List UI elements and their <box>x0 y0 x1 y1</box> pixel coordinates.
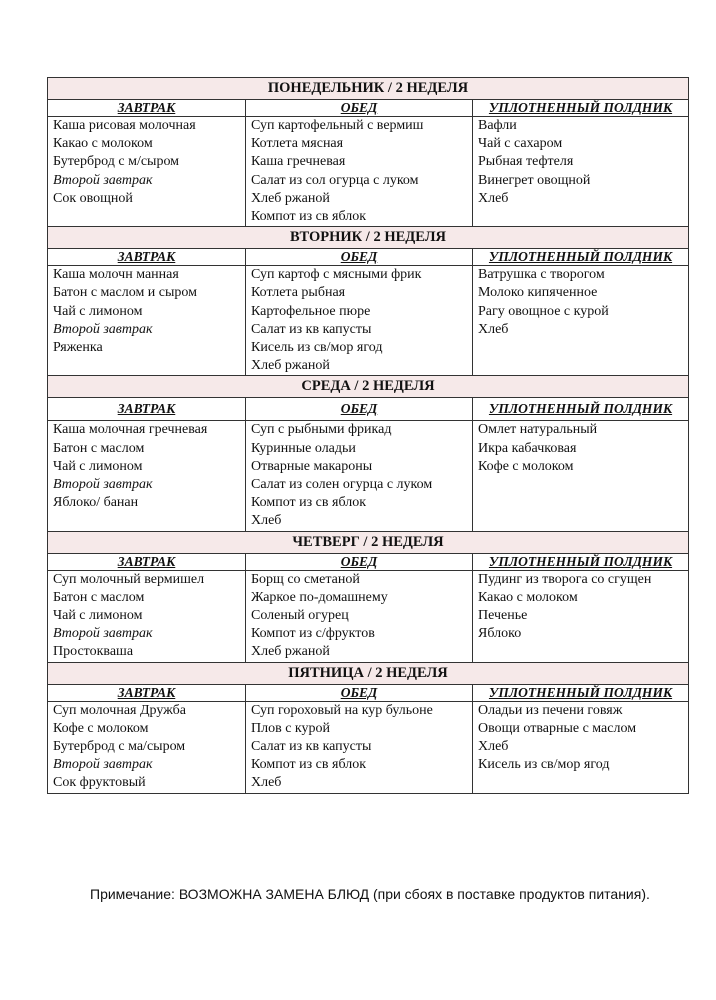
menu-item: Каша гречневая <box>251 154 346 170</box>
menu-item: Бутерброд с ма/сыром <box>53 739 186 755</box>
column-header-breakfast: ЗАВТРАК <box>48 553 246 570</box>
menu-item: Второй завтрак <box>53 321 153 337</box>
column-header-row <box>48 100 689 117</box>
menu-item: Оладьи из печени говяж <box>478 702 623 718</box>
day-title-row <box>48 227 689 249</box>
day-title: ЧЕТВЕРГ / 2 НЕДЕЛЯ <box>48 531 689 553</box>
menu-item: Котлета рыбная <box>251 285 346 301</box>
menu-item: Батон с маслом <box>53 589 145 605</box>
column-header-snack: УПЛОТНЕННЫЙ ПОЛДНИК <box>473 398 689 421</box>
menu-item: Чай с лимоном <box>53 608 143 624</box>
menu-item: Салат из сол огурца с луком <box>251 172 419 188</box>
menu-item: Хлеб <box>251 513 282 529</box>
menu-item: Салат из солен огурца с луком <box>251 477 433 493</box>
note-text <box>47 884 688 904</box>
day-title: ВТОРНИК / 2 НЕДЕЛЯ <box>48 227 689 249</box>
menu-item: Хлеб ржаной <box>251 358 330 374</box>
menu-item: Чай с лимоном <box>53 458 143 474</box>
column-header-lunch: ОБЕД <box>246 249 473 266</box>
meal-items-row <box>48 117 689 227</box>
menu-item: Суп с рыбными фрикад <box>251 422 392 438</box>
breakfast-column <box>48 266 246 376</box>
menu-item: Хлеб ржаной <box>251 644 330 660</box>
column-header-lunch: ОБЕД <box>246 553 473 570</box>
menu-item: Бутерброд с м/сыром <box>53 154 180 170</box>
column-header-breakfast: ЗАВТРАК <box>48 684 246 701</box>
meal-items-row <box>48 266 689 376</box>
menu-item: Жаркое по-домашнему <box>251 589 388 605</box>
column-header-lunch: ОБЕД <box>246 684 473 701</box>
meal-items-row <box>48 701 689 793</box>
menu-item: Компот из св яблок <box>251 495 367 511</box>
menu-item: Второй завтрак <box>53 626 153 642</box>
day-title-row <box>48 376 689 398</box>
day-title: ПЯТНИЦА / 2 НЕДЕЛЯ <box>48 662 689 684</box>
day-title-row <box>48 78 689 100</box>
column-header-breakfast: ЗАВТРАК <box>48 398 246 421</box>
column-header-snack: УПЛОТНЕННЫЙ ПОЛДНИК <box>473 249 689 266</box>
menu-item: Кофе с молоком <box>53 720 149 736</box>
breakfast-column <box>48 421 246 531</box>
menu-item: Омлет натуральный <box>478 422 598 438</box>
menu-item: Батон с маслом и сыром <box>53 285 198 301</box>
lunch-column <box>246 421 473 531</box>
menu-item: Кисель из св/мор ягод <box>251 340 383 356</box>
menu-item: Салат из кв капусты <box>251 321 372 337</box>
snack-column <box>473 701 689 793</box>
menu-item: Хлеб <box>251 775 282 791</box>
menu-item: Рагу овощное с курой <box>478 303 609 319</box>
menu-item: Суп молочный вермишел <box>53 571 205 587</box>
column-header-snack: УПЛОТНЕННЫЙ ПОЛДНИК <box>473 100 689 117</box>
column-header-row <box>48 553 689 570</box>
menu-item: Яблоко <box>478 626 522 642</box>
menu-item: Батон с маслом <box>53 440 145 456</box>
menu-item: Плов с курой <box>251 720 331 736</box>
menu-item: Компот из с/фруктов <box>251 626 375 642</box>
menu-item: Компот из св яблок <box>251 209 367 225</box>
day-title-row <box>48 662 689 684</box>
column-header-lunch: ОБЕД <box>246 398 473 421</box>
column-header-snack: УПЛОТНЕННЫЙ ПОЛДНИК <box>473 684 689 701</box>
menu-item: Ватрушка с творогом <box>478 267 605 283</box>
menu-item: Борщ со сметаной <box>251 571 360 587</box>
menu-item: Суп гороховый на кур бульоне <box>251 702 433 718</box>
column-header-breakfast: ЗАВТРАК <box>48 100 246 117</box>
menu-page <box>47 77 688 794</box>
menu-item: Печенье <box>478 608 528 624</box>
menu-item: Второй завтрак <box>53 477 153 493</box>
column-header-breakfast: ЗАВТРАК <box>48 249 246 266</box>
menu-item: Суп молочная Дружба <box>53 702 186 718</box>
column-header-row <box>48 249 689 266</box>
menu-item: Чай с сахаром <box>478 136 563 152</box>
snack-column <box>473 117 689 227</box>
day-title-row <box>48 531 689 553</box>
menu-item: Кофе с молоком <box>478 458 574 474</box>
column-header-snack: УПЛОТНЕННЫЙ ПОЛДНИК <box>473 553 689 570</box>
menu-item: Компот из св яблок <box>251 757 367 773</box>
day-title: ПОНЕДЕЛЬНИК / 2 НЕДЕЛЯ <box>48 78 689 100</box>
menu-table <box>47 77 689 794</box>
column-header-row <box>48 684 689 701</box>
menu-item: Картофельное пюре <box>251 303 371 319</box>
menu-item: Хлеб <box>478 739 509 755</box>
menu-item: Второй завтрак <box>53 172 153 188</box>
menu-item: Какао с молоком <box>53 136 153 152</box>
menu-item: Простокваша <box>53 644 134 660</box>
lunch-column <box>246 570 473 662</box>
menu-item: Суп картофельный с вермиш <box>251 118 424 133</box>
menu-item: Соленый огурец <box>251 608 349 624</box>
menu-item: Кисель из св/мор ягод <box>478 757 610 773</box>
note-label: Примечание: ВОЗМОЖНА ЗАМЕНА БЛЮД (при сбоях в поставке продуктов питания). <box>90 886 650 902</box>
menu-item: Икра кабачковая <box>478 440 577 456</box>
breakfast-column <box>48 117 246 227</box>
menu-item: Ряженка <box>53 340 103 356</box>
menu-item: Хлеб ржаной <box>251 190 330 206</box>
lunch-column <box>246 701 473 793</box>
column-header-row <box>48 398 689 421</box>
menu-item: Суп картоф с мясными фрик <box>251 267 422 283</box>
menu-item: Сок овощной <box>53 190 133 206</box>
menu-item: Молоко кипяченное <box>478 285 598 301</box>
breakfast-column <box>48 701 246 793</box>
menu-item: Куринные оладьи <box>251 440 356 456</box>
menu-item: Отварные макароны <box>251 458 373 474</box>
menu-item: Овощи отварные с маслом <box>478 720 637 736</box>
breakfast-column <box>48 570 246 662</box>
snack-column <box>473 266 689 376</box>
menu-item: Каша молочная гречневая <box>53 422 208 438</box>
meal-items-row <box>48 421 689 531</box>
menu-item: Второй завтрак <box>53 757 153 773</box>
meal-items-row <box>48 570 689 662</box>
column-header-lunch: ОБЕД <box>246 100 473 117</box>
menu-item: Каша рисовая молочная <box>53 118 196 133</box>
lunch-column <box>246 266 473 376</box>
day-title: СРЕДА / 2 НЕДЕЛЯ <box>48 376 689 398</box>
menu-item: Какао с молоком <box>478 589 578 605</box>
menu-item: Рыбная тефтеля <box>478 154 574 170</box>
menu-item: Пудинг из творога со сгущен <box>478 571 652 587</box>
menu-item: Котлета мясная <box>251 136 344 152</box>
lunch-column <box>246 117 473 227</box>
menu-item: Хлеб <box>478 321 509 337</box>
menu-item: Винегрет овощной <box>478 172 591 188</box>
menu-item: Вафли <box>478 118 517 133</box>
menu-item: Салат из кв капусты <box>251 739 372 755</box>
menu-item: Яблоко/ банан <box>53 495 139 511</box>
menu-item: Чай с лимоном <box>53 303 143 319</box>
snack-column <box>473 421 689 531</box>
menu-item: Хлеб <box>478 190 509 206</box>
snack-column <box>473 570 689 662</box>
menu-item: Сок фруктовый <box>53 775 146 791</box>
menu-item: Каша молочн манная <box>53 267 179 283</box>
